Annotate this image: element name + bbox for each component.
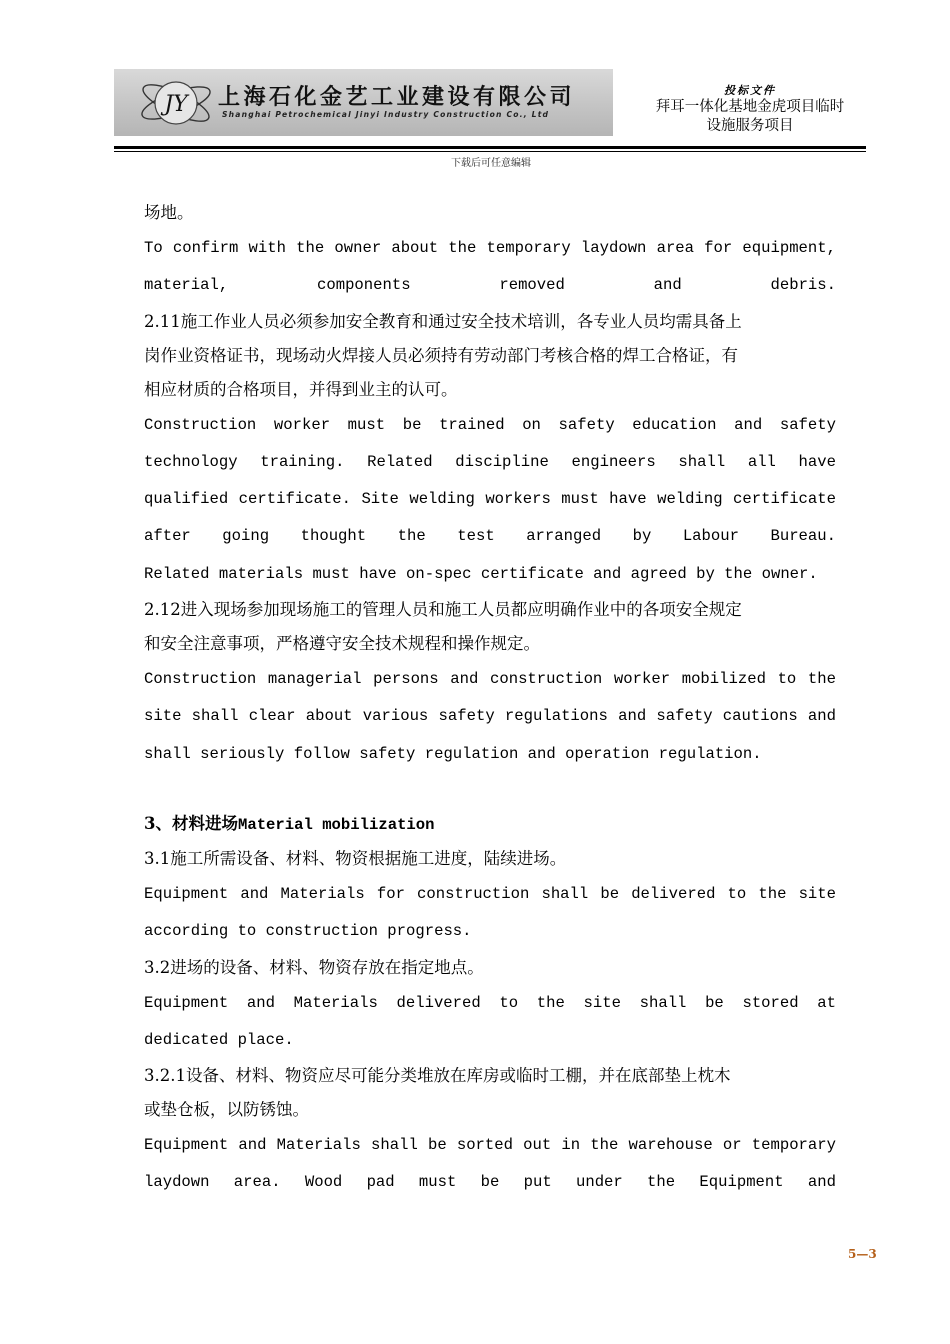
paragraph-cn: 相应材质的合格项目，并得到业主的认可。 — [144, 379, 458, 399]
document-body — [144, 196, 836, 1202]
header-rule-thick — [114, 146, 866, 149]
paragraph-cn: 3.2.1设备、材料、物资应尽可能分类堆放在库房或临时工棚，并在底部垫上枕木 — [144, 1066, 731, 1086]
page-number: 5—3 — [848, 1247, 877, 1261]
project-title-line2: 设施服务项目 — [706, 118, 794, 134]
header-rule-thin — [114, 151, 866, 152]
paragraph-cn: 和安全注意事项，严格遵守安全技术规程和操作规定。 — [144, 634, 540, 654]
paragraph-cn: 2.12进入现场参加现场施工的管理人员和施工人员都应明确作业中的各项安全规定 — [144, 600, 742, 620]
paragraph-cn: 或垫仓板，以防锈蚀。 — [144, 1100, 309, 1120]
paragraph-cn: 3.1施工所需设备、材料、物资根据施工进度，陆续进场。 — [144, 848, 567, 868]
paragraph-en: To confirm with the owner about the temporary laydown area for equipment, material, components removed and debris. — [144, 239, 836, 295]
project-title — [632, 98, 868, 136]
document-type-label: 投标文件 — [724, 84, 776, 97]
paragraph-en: Construction worker must be trained on safety education and safety technology training. Related discipline engineers shall all have qualified certificate. Site welding workers must have welding certificate after going thought the test arranged by Labour Bureau. — [144, 415, 836, 546]
paragraph-en: Related materials must have on-spec certificate and agreed by the owner. — [144, 564, 818, 583]
paragraph-cn: 2.11施工作业人员必须参加安全教育和通过安全技术培训，各专业人员均需具备上 — [144, 311, 742, 331]
paragraph-en: Equipment and Materials delivered to the site shall be stored at dedicated place. — [144, 993, 836, 1049]
paragraph-cn: 3.2进场的设备、材料、物资存放在指定地点。 — [144, 957, 484, 977]
company-name-cn: 上海石化金艺工业建设有限公司 — [218, 85, 576, 110]
section-heading — [144, 807, 836, 842]
company-name-en: Shanghai Petrochemical Jinyi Industry Construction Co., Ltd — [222, 110, 550, 119]
paragraph-en: Construction managerial persons and construction worker mobilized to the site shall clear about various safety regulations and safety cautions and shall seriously follow safety regulation and operation regulation. — [144, 670, 836, 763]
company-logo-banner — [114, 69, 613, 136]
company-logo-icon — [136, 73, 216, 133]
section-spacer — [144, 773, 836, 807]
paragraph-cn: 场地。 — [144, 203, 194, 222]
paragraph-cn: 岗作业资格证书，现场动火焊接人员必须持有劳动部门考核合格的焊工合格证，有 — [144, 345, 738, 365]
paragraph-en: Equipment and Materials shall be sorted out in the warehouse or temporary laydown area. Wood pad must be put under the Equipment and — [144, 1136, 836, 1192]
edit-note: 下载后可任意编辑 — [451, 158, 531, 169]
section-heading-en: Material mobilization — [237, 815, 435, 834]
project-title-line1: 拜耳一体化基地金虎项目临时 — [655, 99, 845, 115]
logo-letters: JY — [164, 92, 188, 117]
section-heading-cn: 3、材料进场 — [144, 813, 238, 833]
paragraph-en: Equipment and Materials for construction shall be delivered to the site according to construction progress. — [144, 884, 836, 941]
